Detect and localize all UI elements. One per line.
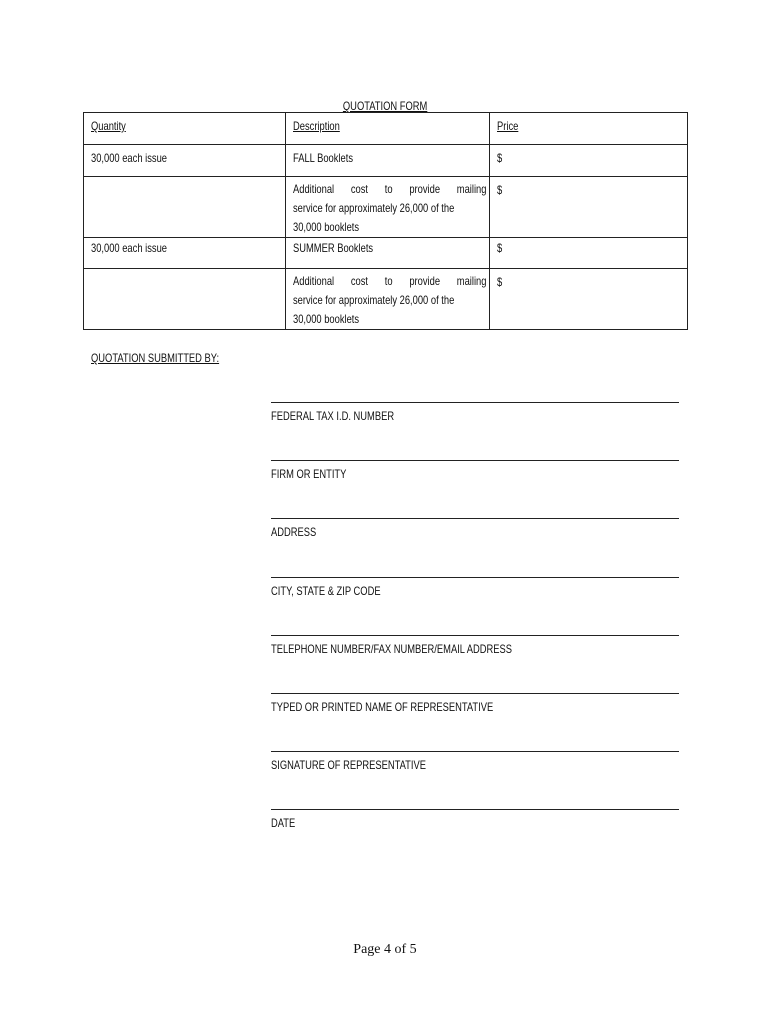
description-line: Additional cost to provide mailing xyxy=(293,274,487,288)
quantity-cell xyxy=(84,177,286,238)
description-line: service for approximately 26,000 of the xyxy=(293,201,455,215)
field-label: CITY, STATE & ZIP CODE xyxy=(271,584,381,598)
signature-line[interactable] xyxy=(271,460,679,461)
price-text: $ xyxy=(497,151,503,165)
price-text: $ xyxy=(497,241,503,255)
price-text: $ xyxy=(497,275,503,289)
submitted-by-heading xyxy=(91,347,255,366)
description-cell xyxy=(286,177,490,238)
address-field[interactable] xyxy=(271,518,679,540)
date-field[interactable] xyxy=(271,809,679,831)
description-cell xyxy=(286,145,490,177)
signature-line[interactable] xyxy=(271,402,679,403)
header-quantity-cell xyxy=(84,113,286,145)
header-price: Price xyxy=(497,119,519,133)
description-line: 30,000 booklets xyxy=(293,312,360,326)
field-label: TELEPHONE NUMBER/FAX NUMBER/EMAIL ADDRESS xyxy=(271,642,512,656)
representative-name-field[interactable] xyxy=(271,693,679,715)
quantity-cell xyxy=(84,145,286,177)
signature-line[interactable] xyxy=(271,635,679,636)
price-text: $ xyxy=(497,183,503,197)
description-line: service for approximately 26,000 of the xyxy=(293,293,455,307)
field-label: ADDRESS xyxy=(271,525,317,539)
representative-signature-field[interactable] xyxy=(271,751,679,773)
firm-entity-field[interactable] xyxy=(271,460,679,482)
description-line: 30,000 booklets xyxy=(293,220,360,234)
form-title-text: QUOTATION FORM xyxy=(342,99,428,113)
field-label: TYPED OR PRINTED NAME OF REPRESENTATIVE xyxy=(271,700,494,714)
description-line: Additional cost to provide mailing xyxy=(293,182,487,196)
description-cell xyxy=(286,238,490,269)
header-description-cell xyxy=(286,113,490,145)
signature-line[interactable] xyxy=(271,693,679,694)
header-price-cell xyxy=(490,113,688,145)
price-cell xyxy=(490,238,688,269)
table-row xyxy=(84,238,688,269)
description-text: FALL Booklets xyxy=(293,151,354,165)
header-quantity: Quantity xyxy=(91,119,126,133)
price-cell xyxy=(490,145,688,177)
signature-line[interactable] xyxy=(271,809,679,810)
field-label: FIRM OR ENTITY xyxy=(271,467,347,481)
signature-line[interactable] xyxy=(271,751,679,752)
table-header-row xyxy=(84,113,688,145)
description-cell xyxy=(286,269,490,330)
signature-line[interactable] xyxy=(271,518,679,519)
federal-tax-id-field[interactable] xyxy=(271,402,679,424)
field-label: FEDERAL TAX I.D. NUMBER xyxy=(271,409,395,423)
field-label: SIGNATURE OF REPRESENTATIVE xyxy=(271,758,426,772)
price-cell xyxy=(490,269,688,330)
quantity-cell xyxy=(84,269,286,330)
city-state-zip-field[interactable] xyxy=(271,577,679,599)
header-description: Description xyxy=(293,119,340,133)
submitted-by-heading-text: QUOTATION SUBMITTED BY: xyxy=(91,351,220,365)
table-row xyxy=(84,145,688,177)
table-row xyxy=(84,269,688,330)
quantity-text: 30,000 each issue xyxy=(91,151,167,165)
field-label: DATE xyxy=(271,816,296,830)
quotation-table xyxy=(83,112,688,330)
table-row xyxy=(84,177,688,238)
quantity-cell xyxy=(84,238,286,269)
quantity-text: 30,000 each issue xyxy=(91,241,167,255)
description-text: SUMMER Booklets xyxy=(293,241,374,255)
page-number: Page 4 of 5 xyxy=(353,942,417,957)
price-cell xyxy=(490,177,688,238)
signature-line[interactable] xyxy=(271,577,679,578)
contact-field[interactable] xyxy=(271,635,679,657)
